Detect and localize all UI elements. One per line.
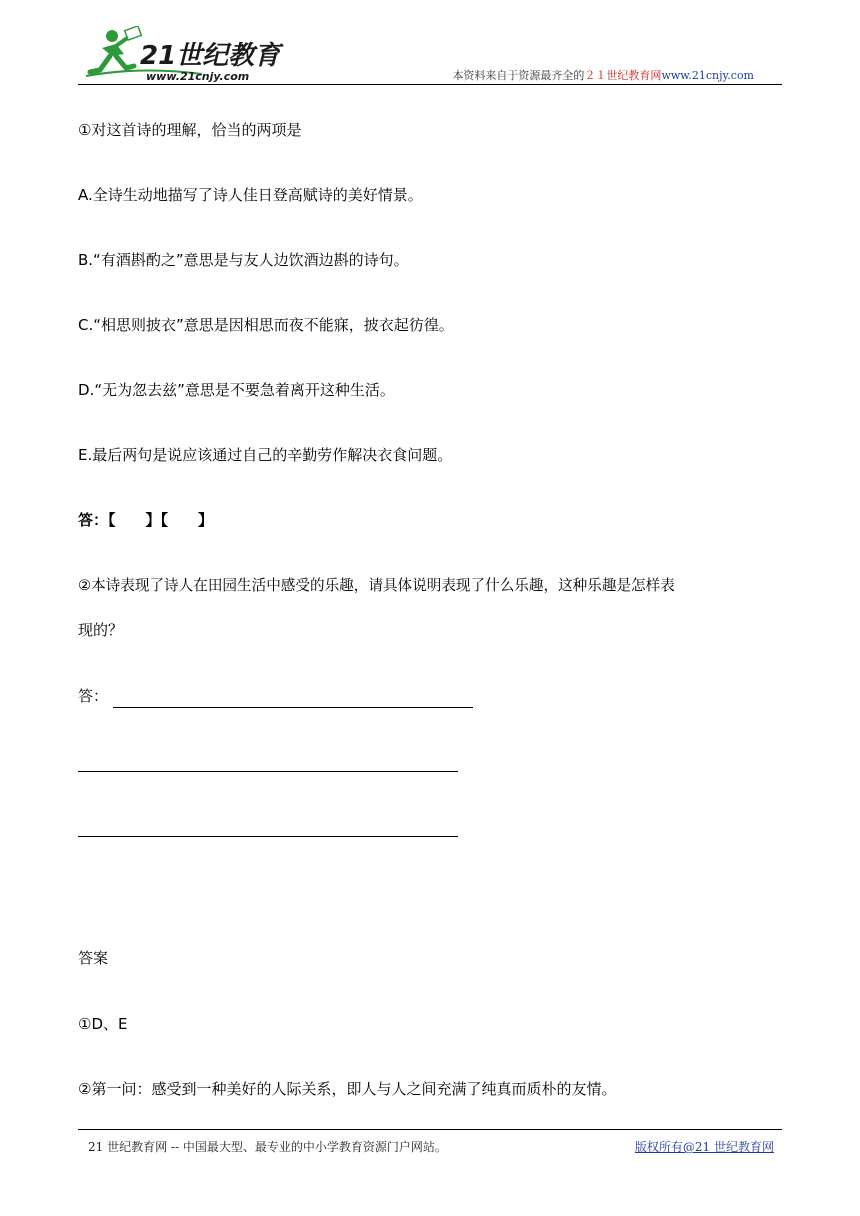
answer-brackets[interactable]: 答：【 】【 】 [78,511,214,529]
answer-label: 答： [78,687,109,705]
logo-text: 21世纪教育 [140,41,281,71]
source-note-prefix: 本资料来自于资源最齐全的 [452,69,585,82]
question-2-line-1: ②本诗表现了诗人在田园生活中感受的乐趣，请具体说明表现了什么乐趣，这种乐趣是怎样表 [78,577,675,594]
header-rule [78,84,782,85]
question-1-stem: ①对这首诗的理解，恰当的两项是 [78,121,302,139]
question-2-line-2: 现的？ [78,621,124,639]
answer-key-2: ②第一问：感受到一种美好的人际关系，即人与人之间充满了纯真而质朴的友情。 [78,1080,617,1098]
logo-url: www.21cnjy.com [146,70,250,82]
option-c: C.“相思则披衣”意思是因相思而夜不能寐，披衣起彷徨。 [78,316,454,334]
option-d: D.“无为忽去兹”意思是不要急着离开这种生活。 [78,381,395,399]
option-b: B.“有酒斟酌之”意思是与友人边饮酒边斟的诗句。 [78,251,409,269]
header-source-note [452,67,754,83]
site-logo [82,26,292,82]
footer-rule [78,1129,782,1130]
option-a: A.全诗生动地描写了诗人佳日登高赋诗的美好情景。 [78,186,423,204]
footer-copyright-link[interactable]: 版权所有@21 世纪教育网 [634,1140,774,1154]
answer-blank-line-1[interactable] [113,707,473,708]
source-note-brand: ２１世纪教育网 [584,69,662,82]
answer-key-heading: 答案 [78,949,109,967]
option-e: E.最后两句是说应该通过自己的辛勤劳作解决衣食问题。 [78,446,453,464]
answer-blank-line-3[interactable] [78,836,458,837]
answer-key-1: ①D、E [78,1015,128,1033]
footer-tagline: 21 世纪教育网 -- 中国最大型、最专业的中小学教育资源门户网站。 [88,1140,447,1154]
page-header [78,20,782,86]
source-note-site[interactable]: www.21cnjy.com [661,69,754,82]
answer-blank-line-2[interactable] [78,771,458,772]
